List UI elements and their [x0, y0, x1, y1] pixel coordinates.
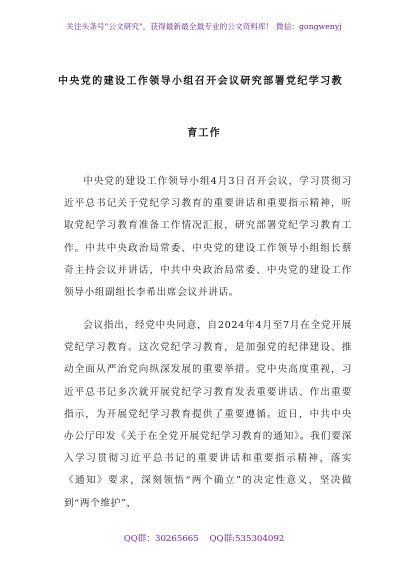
header-banner: 关注头条号"公文研究"，获得最新最全最专业的公文资料库！ 微信：gongwenyj — [66, 22, 342, 31]
footer-qq-group-2: QQ群:535304092 — [209, 534, 285, 544]
body-paragraph: 会议指出，经党中央同意，自2024年4月至7月在全党开展党纪学习教育。这次党纪学习教育，是加强党的纪律建设、推动全面从严治党向纵深发展的重要举措。党中央高度重视，习近平总书记多次就开展党纪学习教育发表重要讲话、作出重要指示，为开展党纪学习教育提供了重要遵循。近日，中共中央办公厅印发《关于在全党开展党纪学习教育的通知》。我们要深入学习贯彻习近平总书记的重要讲话和重要指示精神，落实《通知》要求，深刻领悟“两个确立”的决定性意义，坚决做到“两个维护”， — [64, 320, 352, 509]
body-paragraph-1-container — [64, 171, 352, 304]
document-title-line-2: 育工作 — [187, 128, 221, 139]
body-paragraph: 中央党的建设工作领导小组4月3日召开会议，学习贯彻习近平总书记关于党纪学习教育的重要讲话和重要指示精神，听取党纪学习教育准备工作情况汇报，研究部署党纪学习教育工作。中共中央政治局常委、中央党的建设工作领导小组组长蔡奇主持会议并讲话，中共中央政治局常委、中央党的建设工作领导小组副组长李希出席会议并讲话。 — [64, 176, 352, 299]
footer-contact — [0, 532, 408, 544]
footer-qq-group-1: QQ群：30265665 — [123, 534, 199, 544]
body-paragraph-2-container — [64, 315, 352, 515]
document-title-line-1: 中央党的建设工作领导小组召开会议研究部署党纪学习教 — [58, 76, 343, 87]
